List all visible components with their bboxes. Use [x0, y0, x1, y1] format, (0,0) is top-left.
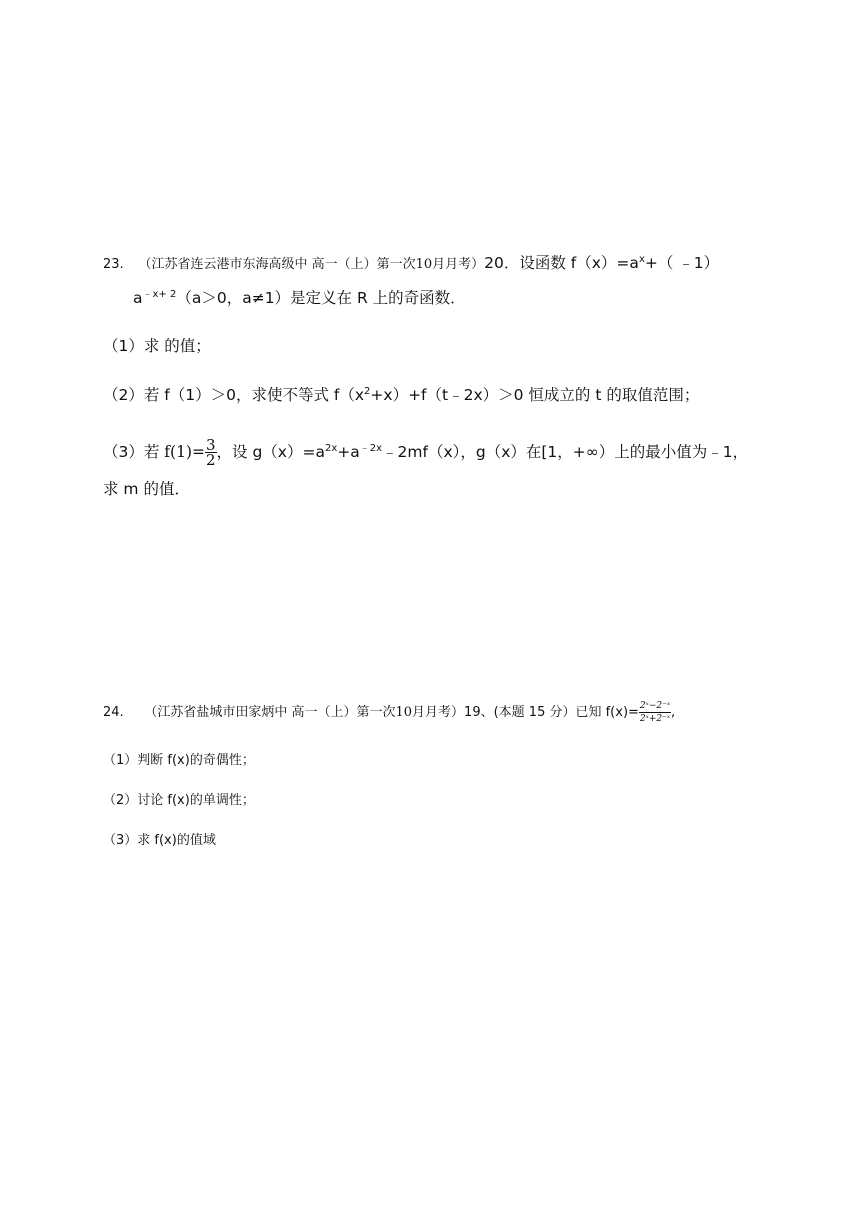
q24-number: 24. — [103, 705, 124, 720]
q23-part3-c: +a — [337, 443, 360, 461]
q23-f1-den: 2 — [205, 451, 216, 469]
q23-part2-a: （2）若 f（1）＞0，求使不等式 f（x — [103, 386, 365, 404]
q23-part3-d: ﹣2mf（x），g（x）在[1，+∞）上的最小值为﹣1， — [382, 443, 749, 461]
q23-part3-e: 求 m 的值． — [103, 480, 190, 498]
q23-exp-neg2x: ﹣2x — [359, 443, 383, 454]
q23-line2-a: a — [133, 289, 143, 307]
q24-line1 — [103, 700, 675, 725]
q23-part3 — [103, 438, 748, 467]
q24-source: （江苏省盐城市田家炳中 高一（上）第一次10月月考） — [144, 705, 465, 720]
q23-exp-x: x — [638, 254, 645, 265]
q24-fraction — [639, 700, 671, 725]
q24-frac-num: 2ˣ−2⁻ˣ — [639, 701, 671, 711]
q23-part1: （1）求 的值； — [103, 337, 211, 355]
q24-part2: （2）讨论 f(x)的单调性； — [103, 793, 255, 808]
q23-exp-negx-2: ﹣x+ 2 — [142, 289, 177, 300]
q23-line2 — [133, 287, 466, 309]
q24-stem-end: , — [671, 705, 676, 720]
q24-part1: （1）判断 f(x)的奇偶性； — [103, 753, 255, 768]
q23-exp-2: 2 — [364, 386, 371, 397]
q23-line2-b: （a＞0，a≠1）是定义在 R 上的奇函数． — [176, 289, 466, 307]
q23-f1-label: f(1)= — [164, 443, 205, 461]
q24-part3: （3）求 f(x)的值域 — [103, 833, 216, 848]
q23-exp-2x: 2x — [324, 443, 338, 454]
q23-part3-a: （3）若 — [103, 443, 165, 461]
q23-source: （江苏省连云港市东海高级中 高一（上）第一次10月月考） — [138, 257, 485, 272]
q23-part2-b: +x）+f（t﹣2x）＞0 恒成立的 t 的取值范围； — [370, 386, 700, 404]
q23-f1-num: 3 — [205, 436, 216, 454]
q23-part3-b: ，设 g（x）=a — [216, 443, 325, 461]
q23-part2 — [103, 384, 699, 406]
q23-f1-fraction — [205, 438, 217, 467]
q23-line1 — [103, 252, 719, 276]
q23-stem-b: +（ ﹣1） — [644, 254, 720, 272]
q23-number: 23. — [103, 257, 124, 272]
q24-stem: 19、(本题 15 分）已知 f(x)= — [464, 705, 639, 720]
q24-frac-den: 2ˣ+2⁻ˣ — [639, 714, 671, 724]
q23-stem-a: 20．设函数 f（x）=a — [484, 254, 639, 272]
